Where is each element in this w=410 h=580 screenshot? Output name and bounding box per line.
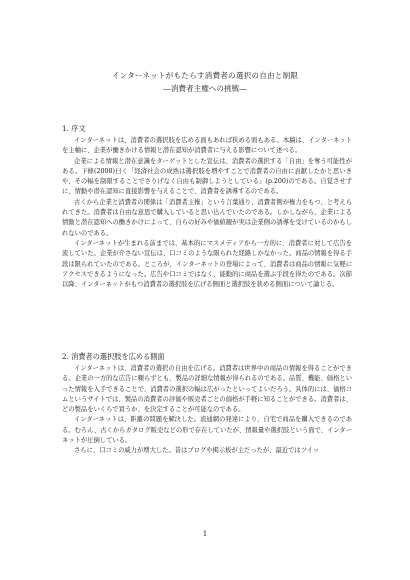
section-expanding-choices (62, 352, 352, 457)
paper-subtitle: ―消費者主権への挑戦― (163, 84, 247, 93)
paragraph: 古くから企業と消費者の関係は「消費者主権」という言葉通り、消費者側が権力をもつ、と考えられてきた。消費者は自由な意思で購入していると思い込んでいたのである。しかしながら、企業による情動と潜在認知への働きかけによって、自らの好みや価値観が実は企業側の誘導を受けているのかもしれないのである。 (62, 198, 352, 237)
paragraph: さらに、口コミの威力が増大した。昔はブログや掲示板が主だったが、最近ではツイッ (74, 447, 320, 455)
paragraph: 企業による情報と潜在意識をターゲットとした宣伝は、消費者の選択する「自由」を奪う可能性がある。下條(2008)曰く「経済社会の成熟は選択肢を増やすことで消費者の自由に貢献したかと思いきや、その幅を制限することでさりげなく自由も制御しようとしている」(p.200)のである。自覚させずに、情動や潜在認知に直接影響を与えることで、消費者を誘導するのである。 (62, 157, 352, 196)
paragraph: インターネットは、消費者の選択肢を広める面もあれば狭める面もある。本稿は、インターネットを主軸に、企業が働きかける情報と潜在認知が消費者に与える影響について述べる。 (62, 137, 352, 155)
paragraph: インターネットは、距離の問題を解決した。流通網の発達により、自宅で商品を購入できるのである。むろん、古くからカタログ販売などの形で存在していたが、情報量や選択肢という面で、インターネットが圧倒している。 (62, 416, 352, 445)
section-heading: 1. 序文 (62, 124, 86, 133)
paragraph: インターネットは、消費者の選択の自由を広げる。消費者は世界中の商品の情報を得ることができる。企業の一方的な広告に頼らずとも、製品の詳細な情報が得られるのである。品質、機能、価格といった情報を入手できることで、消費者の選択の幅は広がったといってよいだろう。具体的には、価格コムというサイトでは、製品の消費者の評価や販売者ごとの価格が手軽に知ることができる。消費者は、どの製品をいくらで買うか、を決定することが可能なのである。 (62, 365, 352, 414)
title-block (0, 70, 410, 94)
paragraph: インターネットが生まれる前までは、基本的にマスメディアから一方的に、消費者に対して広告を流していた。企業が介さない宣伝は、口コミのような限られた経路しかなかった。商品の情報を得る手段は限られていたのである。ところが、インターネットの登場によって、消費者は商品の情報に気軽にアクセスできるようになった。広告や口コミではなく、能動的に商品を選ぶ手段を得たのである。次節以降、インターネットがもつ消費者の選択肢を広げる側面と選択肢を狭める側面について論じる。 (62, 239, 352, 289)
page-number: 1 (202, 530, 208, 538)
section-introduction (62, 124, 352, 290)
paper-title: インターネットがもたらす消費者の選択の自由と制限 (111, 71, 299, 80)
section-heading: 2. 消費者の選択肢を広める側面 (62, 352, 165, 361)
